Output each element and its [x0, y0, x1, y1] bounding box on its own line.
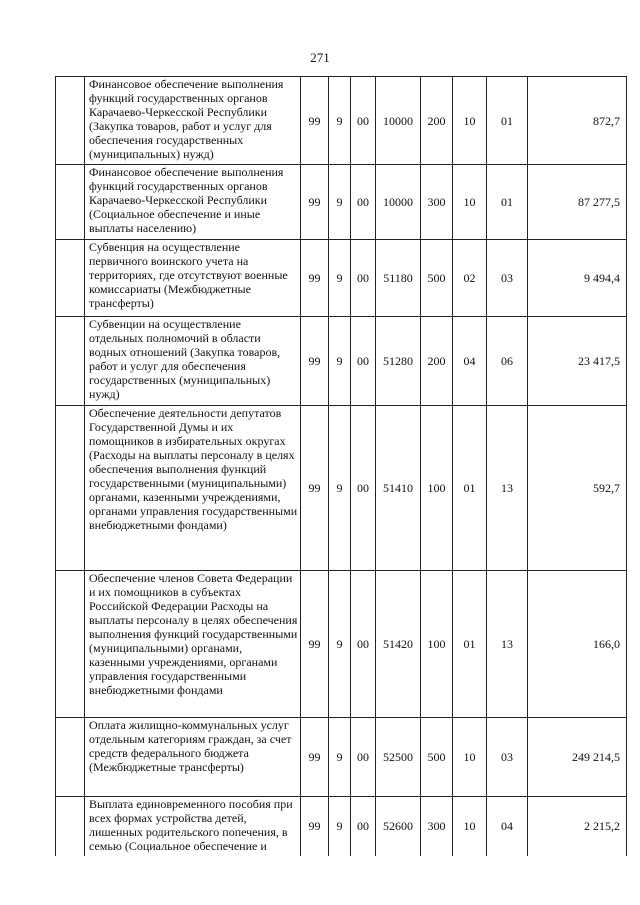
code-cell: 01	[487, 165, 528, 240]
code-cell: 13	[487, 406, 528, 571]
blank-cell	[56, 406, 85, 571]
code-cell: 99	[301, 718, 329, 797]
amount-cell: 2 215,2	[528, 797, 627, 856]
code-cell: 99	[301, 571, 329, 718]
code-cell: 00	[351, 240, 376, 317]
blank-cell	[56, 165, 85, 240]
table-row	[56, 77, 627, 165]
code-cell: 13	[487, 571, 528, 718]
code-cell: 52600	[376, 797, 421, 856]
budget-table	[55, 76, 627, 856]
code-cell: 9	[329, 406, 351, 571]
code-cell: 04	[487, 797, 528, 856]
code-cell: 10	[453, 797, 487, 856]
amount-cell: 872,7	[528, 77, 627, 165]
code-cell: 03	[487, 240, 528, 317]
row-description: Обеспечение членов Совета Федерации и их помощников в субъектах Российской Федерации Расходы на выплаты персоналу в целях обеспечения выполнения функций государственными (муниципальными) органами, казенными учреждениями, органами управления государственными внебюджетными фондами	[85, 571, 301, 718]
blank-cell	[56, 718, 85, 797]
code-cell: 99	[301, 165, 329, 240]
table-row	[56, 797, 627, 856]
code-cell: 99	[301, 317, 329, 406]
code-cell: 04	[453, 317, 487, 406]
blank-cell	[56, 797, 85, 856]
code-cell: 01	[487, 77, 528, 165]
amount-cell: 249 214,5	[528, 718, 627, 797]
code-cell: 02	[453, 240, 487, 317]
code-cell: 00	[351, 718, 376, 797]
row-description: Оплата жилищно-коммунальных услуг отдельным категориям граждан, за счет средств федерального бюджета (Межбюджетные трансферты)	[85, 718, 301, 797]
code-cell: 200	[421, 317, 453, 406]
code-cell: 00	[351, 571, 376, 718]
row-description: Обеспечение деятельности депутатов Государственной Думы и их помощников в избирательных округах (Расходы на выплаты персоналу в целях обеспечения выполнения функций государственными (муниципальными) органами, казенными учреждениями, органами управления государственными внебюджетными фондами)	[85, 406, 301, 571]
code-cell: 00	[351, 797, 376, 856]
code-cell: 9	[329, 77, 351, 165]
code-cell: 99	[301, 77, 329, 165]
code-cell: 51420	[376, 571, 421, 718]
code-cell: 500	[421, 240, 453, 317]
code-cell: 9	[329, 571, 351, 718]
row-description: Субвенции на осуществление отдельных полномочий в области водных отношений (Закупка товаров, работ и услуг для обеспечения государственных (муниципальных) нужд)	[85, 317, 301, 406]
blank-cell	[56, 317, 85, 406]
amount-cell: 23 417,5	[528, 317, 627, 406]
code-cell: 00	[351, 77, 376, 165]
code-cell: 100	[421, 571, 453, 718]
blank-cell	[56, 77, 85, 165]
code-cell: 9	[329, 718, 351, 797]
code-cell: 01	[453, 571, 487, 718]
amount-cell: 166,0	[528, 571, 627, 718]
code-cell: 00	[351, 165, 376, 240]
row-description: Выплата единовременного пособия при всех формах устройства детей, лишенных родительского попечения, в семью (Социальное обеспечение и	[85, 797, 301, 856]
code-cell: 10	[453, 718, 487, 797]
code-cell: 00	[351, 406, 376, 571]
code-cell: 100	[421, 406, 453, 571]
code-cell: 9	[329, 240, 351, 317]
code-cell: 51180	[376, 240, 421, 317]
row-description: Финансовое обеспечение выполнения функций государственных органов Карачаево-Черкесской Республики (Социальное обеспечение и иные выплаты населению)	[85, 165, 301, 240]
blank-cell	[56, 571, 85, 718]
code-cell: 300	[421, 797, 453, 856]
code-cell: 99	[301, 240, 329, 317]
code-cell: 51280	[376, 317, 421, 406]
code-cell: 10	[453, 77, 487, 165]
page-number: 271	[310, 50, 330, 65]
code-cell: 01	[453, 406, 487, 571]
code-cell: 9	[329, 165, 351, 240]
code-cell: 00	[351, 317, 376, 406]
code-cell: 52500	[376, 718, 421, 797]
code-cell: 10000	[376, 165, 421, 240]
table-row	[56, 406, 627, 571]
code-cell: 9	[329, 317, 351, 406]
amount-cell: 87 277,5	[528, 165, 627, 240]
table-row	[56, 165, 627, 240]
table-row	[56, 317, 627, 406]
code-cell: 99	[301, 797, 329, 856]
code-cell: 03	[487, 718, 528, 797]
code-cell: 99	[301, 406, 329, 571]
code-cell: 500	[421, 718, 453, 797]
amount-cell: 9 494,4	[528, 240, 627, 317]
code-cell: 10	[453, 165, 487, 240]
table-row	[56, 240, 627, 317]
code-cell: 200	[421, 77, 453, 165]
row-description: Финансовое обеспечение выполнения функций государственных органов Карачаево-Черкесской Республики (Закупка товаров, работ и услуг для обеспечения государственных (муниципальных) нужд)	[85, 77, 301, 165]
table-row	[56, 718, 627, 797]
code-cell: 9	[329, 797, 351, 856]
code-cell: 51410	[376, 406, 421, 571]
code-cell: 300	[421, 165, 453, 240]
row-description: Субвенция на осуществление первичного воинского учета на территориях, где отсутствуют военные комиссариаты (Межбюджетные трансферты)	[85, 240, 301, 317]
code-cell: 06	[487, 317, 528, 406]
amount-cell: 592,7	[528, 406, 627, 571]
table-row	[56, 571, 627, 718]
code-cell: 10000	[376, 77, 421, 165]
blank-cell	[56, 240, 85, 317]
